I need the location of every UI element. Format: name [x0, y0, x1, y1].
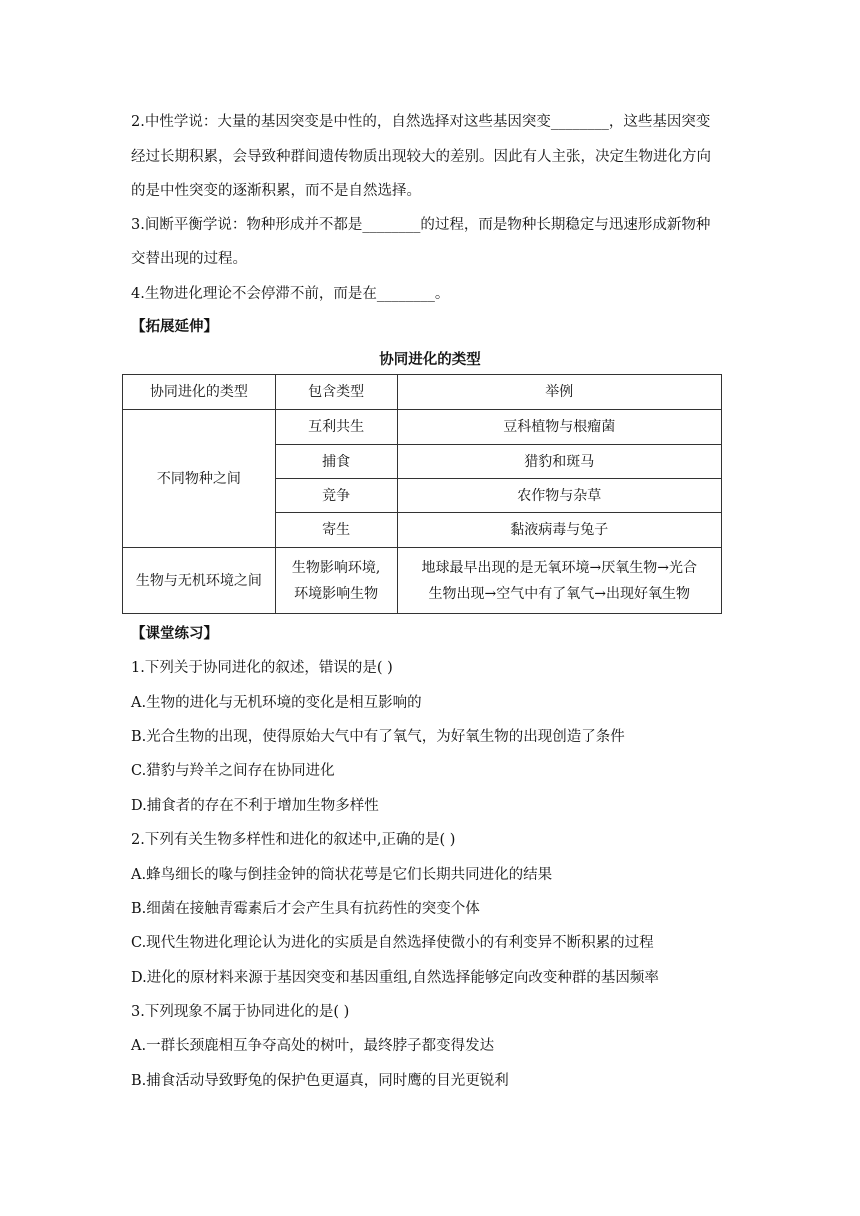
table-cell-type: 捕食 [275, 445, 397, 479]
table-group-label: 不同物种之间 [123, 410, 276, 548]
section-heading-practice: 【课堂练习】 [131, 626, 218, 642]
table-cell-type [275, 548, 397, 614]
table-cell-line: 地球最早出现的是无氧环境→厌氧生物→光合 [421, 559, 698, 576]
section-heading-extend: 【拓展延伸】 [131, 319, 218, 335]
question-option: B.细菌在接触青霉素后才会产生具有抗药性的突变个体 [131, 901, 480, 917]
table-cell-example: 豆科植物与根瘤菌 [397, 410, 721, 445]
table-cell-type: 竞争 [275, 479, 397, 513]
text-line: 4.生物进化理论不会停滞不前，而是在________。 [131, 286, 450, 302]
question-option: A.生物的进化与无机环境的变化是相互影响的 [131, 695, 422, 711]
text-line: 2.中性学说：大量的基因突变是中性的，自然选择对这些基因突变________，这些基因突变 [131, 114, 711, 130]
table-cell-type: 互利共生 [275, 410, 397, 445]
table-title: 协同进化的类型 [379, 352, 481, 368]
table-group-label: 生物与无机环境之间 [123, 548, 276, 614]
coevolution-table [122, 374, 722, 614]
table-header-cell: 举例 [397, 375, 721, 410]
table-row [123, 410, 722, 445]
table-header-cell: 协同进化的类型 [123, 375, 276, 410]
text-line: 经过长期积累，会导致种群间遗传物质出现较大的差别。因此有人主张，决定生物进化方向 [131, 149, 711, 165]
table-cell-example [397, 548, 721, 614]
question-option: B.光合生物的出现，使得原始大气中有了氧气，为好氧生物的出现创造了条件 [131, 729, 625, 745]
table-cell-line: 环境影响生物 [294, 585, 379, 602]
table-cell-example: 农作物与杂草 [397, 479, 721, 513]
question-option: A.蜂鸟细长的喙与倒挂金钟的筒状花萼是它们长期共同进化的结果 [131, 867, 553, 883]
text-line: 的是中性突变的逐渐积累，而不是自然选择。 [131, 183, 421, 199]
question-option: C.现代生物进化理论认为进化的实质是自然选择使微小的有利变异不断积累的过程 [131, 935, 654, 951]
table-header-cell: 包含类型 [275, 375, 397, 410]
table-cell-example: 黏液病毒与兔子 [397, 513, 721, 548]
table-header-row [123, 375, 722, 410]
question-option: C.猎豹与羚羊之间存在协同进化 [131, 763, 335, 779]
question-stem: 3.下列现象不属于协同进化的是( ) [131, 1004, 350, 1020]
text-line: 交替出现的过程。 [131, 251, 247, 267]
question-option: D.进化的原材料来源于基因突变和基因重组,自然选择能够定向改变种群的基因频率 [131, 970, 659, 986]
table-cell-line: 生物出现→空气中有了氧气→出现好氧生物 [428, 585, 691, 602]
table-cell-type: 寄生 [275, 513, 397, 548]
table-row [123, 548, 722, 614]
question-option: B.捕食活动导致野兔的保护色更逼真，同时鹰的目光更锐利 [131, 1073, 509, 1089]
question-stem: 2.下列有关生物多样性和进化的叙述中,正确的是( ) [131, 832, 456, 848]
table-cell-line: 生物影响环境, [291, 559, 381, 576]
table-cell-example: 猎豹和斑马 [397, 445, 721, 479]
text-line: 3.间断平衡学说：物种形成并不都是________的过程，而是物种长期稳定与迅速形成新物种 [131, 217, 711, 233]
question-option: A.一群长颈鹿相互争夺高处的树叶，最终脖子都变得发达 [131, 1038, 495, 1054]
question-stem: 1.下列关于协同进化的叙述，错误的是( ) [131, 660, 393, 676]
question-option: D.捕食者的存在不利于增加生物多样性 [131, 798, 379, 814]
